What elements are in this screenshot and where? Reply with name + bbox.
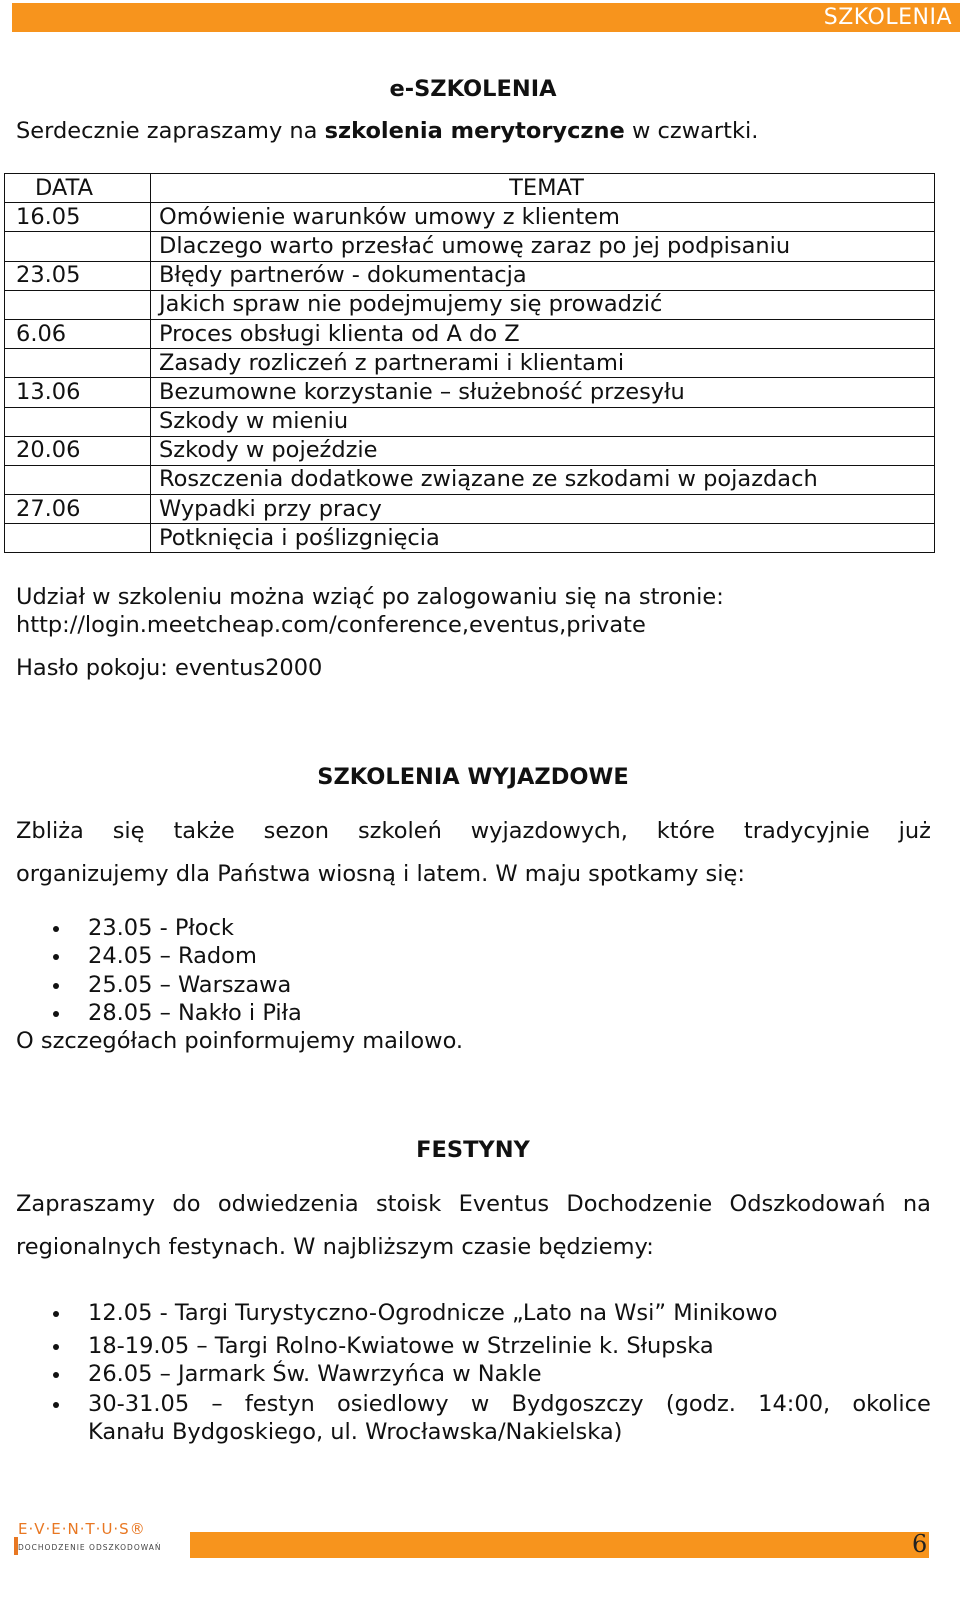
wyjazdowe-title: SZKOLENIA WYJAZDOWE	[317, 764, 629, 790]
header-date: DATA	[5, 174, 151, 203]
word: osiedlowy	[337, 1391, 449, 1417]
word: w	[470, 1391, 490, 1417]
table-row	[5, 465, 935, 494]
list-item: 23.05 - Płock	[16, 914, 302, 942]
word: się	[112, 818, 145, 844]
word: które	[656, 818, 715, 844]
word: do	[172, 1191, 201, 1217]
access-url[interactable]: http://login.meetcheap.com/conference,eventus,private	[16, 612, 646, 638]
intro-pre: Serdecznie zapraszamy na	[16, 118, 325, 144]
list-item: 25.05 – Warszawa	[16, 971, 302, 999]
wyjazdowe-list	[16, 914, 302, 1027]
access-text: Udział w szkoleniu można wziąć po zalogowaniu się na stronie:	[16, 584, 724, 610]
word: także	[173, 818, 235, 844]
list-item: 28.05 – Nakło i Piła	[16, 999, 302, 1027]
row-topic: Roszczenia dodatkowe związane ze szkodami w pojazdach	[151, 465, 935, 494]
festyny-last-line2: Kanału Bydgoskiego, ul. Wrocławska/Nakielska)	[88, 1419, 623, 1445]
list-item: 12.05 - Targi Turystyczno-Ogrodnicze „Lato na Wsi” Minikowo	[16, 1299, 778, 1332]
wyjazdowe-para-line1	[16, 818, 931, 844]
row-topic: Dlaczego warto przesłać umowę zaraz po jej podpisaniu	[151, 232, 935, 261]
table-row	[5, 378, 935, 407]
table-row	[5, 232, 935, 261]
row-date	[5, 349, 151, 378]
table-row	[5, 495, 935, 524]
festyny-line1	[16, 1191, 931, 1217]
logo-subtitle: DOCHODZENIE ODSZKODOWAŃ	[18, 1543, 162, 1552]
table-row	[5, 436, 935, 465]
table-row	[5, 290, 935, 319]
word: –	[211, 1391, 223, 1417]
row-date	[5, 465, 151, 494]
logo-wordmark: E·V·E·N·T·U·S®	[18, 1520, 146, 1538]
row-date: 13.06	[5, 378, 151, 407]
row-topic: Proces obsługi klienta od A do Z	[151, 319, 935, 348]
table-row	[5, 319, 935, 348]
row-date: 23.05	[5, 261, 151, 290]
row-date	[5, 524, 151, 553]
wyjazdowe-line1	[16, 818, 931, 844]
row-topic: Zasady rozliczeń z partnerami i klientami	[151, 349, 935, 378]
header-label: SZKOLENIA	[823, 5, 952, 30]
table-header-row	[5, 174, 935, 203]
list-item: 24.05 – Radom	[16, 942, 302, 970]
word: szkoleń	[357, 818, 442, 844]
word: (godz.	[665, 1391, 736, 1417]
word: sezon	[263, 818, 330, 844]
row-topic: Potknięcia i poślizgnięcia	[151, 524, 935, 553]
table-row	[5, 203, 935, 232]
intro-bold: szkolenia merytoryczne	[324, 118, 625, 144]
page-number: 6	[912, 1530, 928, 1558]
row-date: 20.06	[5, 436, 151, 465]
word: na	[902, 1191, 931, 1217]
festyny-para-line1	[16, 1191, 931, 1217]
wyjazdowe-para-line2: organizujemy dla Państwa wiosną i latem. W maju spotkamy się:	[16, 861, 745, 887]
word: Zbliża	[16, 818, 84, 844]
intro-post: w czwartki.	[624, 118, 759, 144]
word: odwiedzenia	[217, 1191, 359, 1217]
festyny-para-line2: regionalnych festynach. W najbliższym czasie będziemy:	[16, 1234, 654, 1260]
table-row	[5, 261, 935, 290]
table-row	[5, 407, 935, 436]
row-topic: Błędy partnerów - dokumentacja	[151, 261, 935, 290]
row-topic: Szkody w pojeździe	[151, 436, 935, 465]
festyny-title: FESTYNY	[416, 1137, 530, 1163]
word: Bydgoszczy	[511, 1391, 644, 1417]
word: Zapraszamy	[16, 1191, 156, 1217]
word: Eventus	[458, 1191, 550, 1217]
row-topic: Jakich spraw nie podejmujemy się prowadzić	[151, 290, 935, 319]
word: już	[898, 818, 931, 844]
word: 14:00,	[758, 1391, 831, 1417]
word: festyn	[244, 1391, 315, 1417]
eventus-logo	[14, 1519, 186, 1559]
row-date	[5, 407, 151, 436]
row-date: 16.05	[5, 203, 151, 232]
row-topic: Szkody w mieniu	[151, 407, 935, 436]
row-topic: Omówienie warunków umowy z klientem	[151, 203, 935, 232]
header-topic: TEMAT	[151, 174, 935, 203]
table-row	[5, 349, 935, 378]
word: okolice	[852, 1391, 931, 1417]
festyny-last-item	[16, 1390, 931, 1446]
row-topic: Bezumowne korzystanie – służebność przesyłu	[151, 378, 935, 407]
list-item: 18-19.05 – Targi Rolno-Kwiatowe w Strzelinie k. Słupska	[16, 1332, 778, 1360]
row-date: 27.06	[5, 495, 151, 524]
row-date: 6.06	[5, 319, 151, 348]
festyny-list	[16, 1299, 778, 1389]
wyjazdowe-closing: O szczegółach poinformujemy mailowo.	[16, 1028, 464, 1054]
festyny-last-line1	[88, 1390, 931, 1418]
row-topic: Wypadki przy pracy	[151, 495, 935, 524]
footer-bar	[190, 1532, 929, 1558]
word: Dochodzenie	[566, 1191, 713, 1217]
row-date	[5, 290, 151, 319]
list-item: 26.05 – Jarmark Św. Wawrzyńca w Nakle	[16, 1360, 778, 1388]
header-bar	[12, 3, 960, 32]
table-row	[5, 524, 935, 553]
word: Odszkodowań	[729, 1191, 886, 1217]
word: wyjazdowych,	[470, 818, 628, 844]
eszkolenia-intro	[16, 118, 758, 144]
word: 30-31.05	[88, 1391, 190, 1417]
bullet	[53, 1402, 59, 1408]
word: stoisk	[375, 1191, 442, 1217]
room-password: Hasło pokoju: eventus2000	[16, 655, 323, 681]
eszkolenia-title: e-SZKOLENIA	[389, 76, 557, 102]
word: tradycyjnie	[743, 818, 870, 844]
list-item	[16, 1390, 931, 1418]
schedule-table	[4, 173, 935, 553]
row-date	[5, 232, 151, 261]
schedule-body	[5, 203, 935, 553]
